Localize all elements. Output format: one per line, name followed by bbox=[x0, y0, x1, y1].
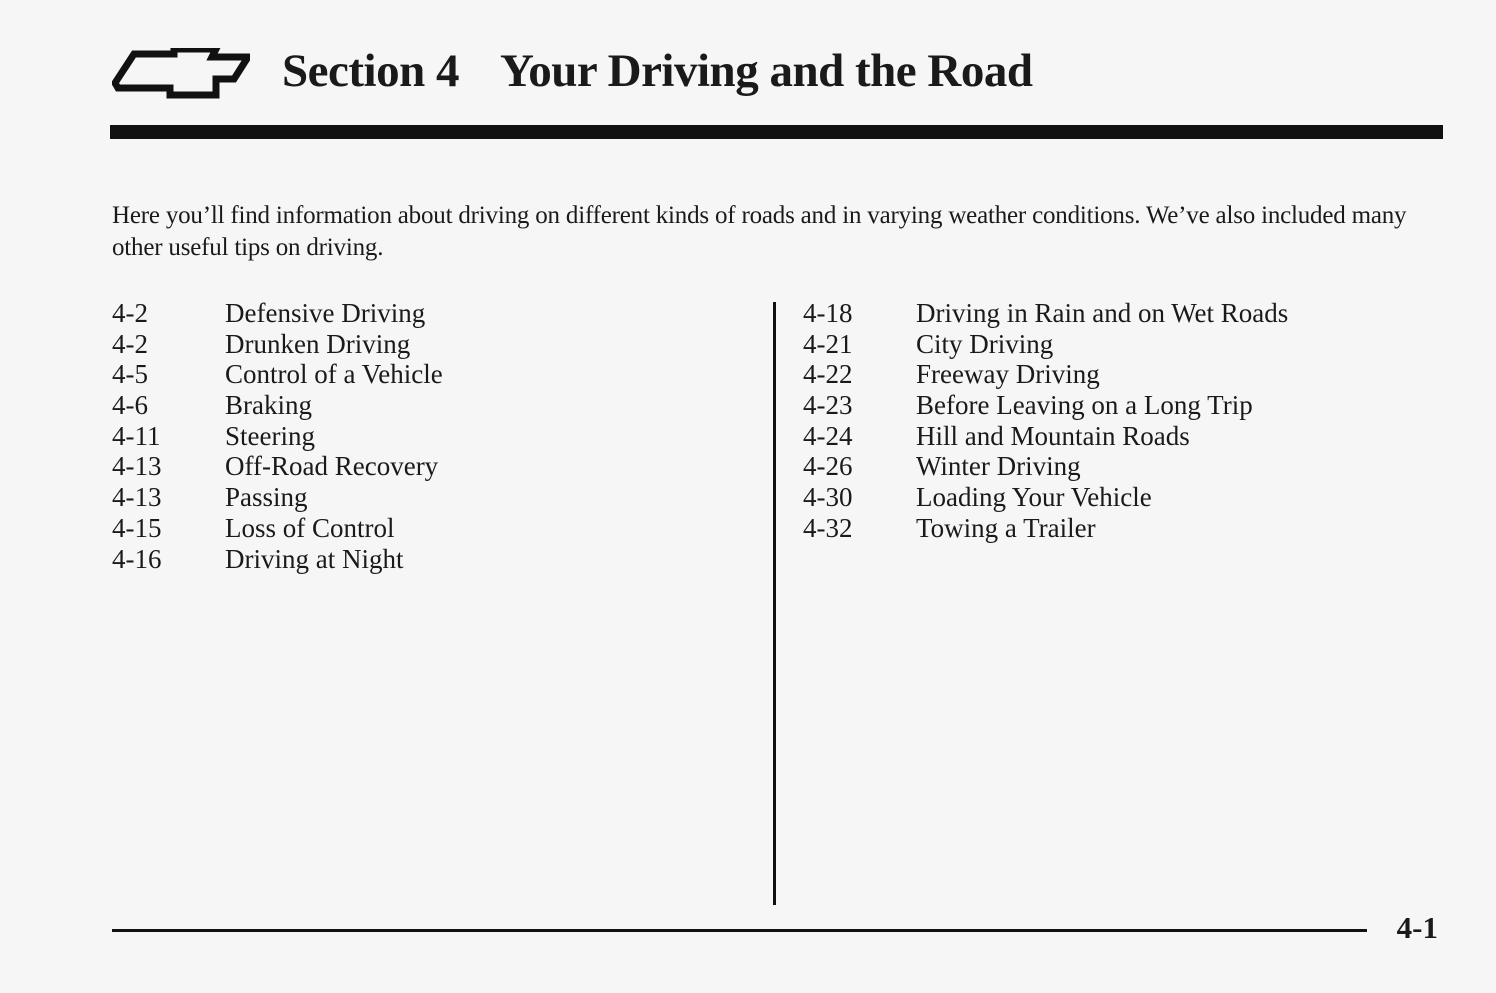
page-number: 4-1 bbox=[1396, 910, 1438, 945]
section-title-text: Your Driving and the Road bbox=[500, 45, 1033, 97]
toc-page: 4-22 bbox=[803, 359, 853, 390]
toc-label: Defensive Driving bbox=[225, 298, 426, 328]
toc-label: Hill and Mountain Roads bbox=[916, 420, 1190, 451]
toc-entry[interactable] bbox=[803, 450, 1288, 481]
toc-left-column bbox=[112, 297, 443, 573]
toc-label: Towing a Trailer bbox=[916, 512, 1096, 543]
column-divider bbox=[773, 302, 776, 905]
toc-label: Drunken Driving bbox=[225, 328, 411, 359]
toc-page: 4-2 bbox=[112, 298, 148, 328]
toc-page: 4-24 bbox=[803, 420, 853, 451]
toc-entry[interactable] bbox=[803, 512, 1288, 543]
toc-entry[interactable] bbox=[803, 481, 1288, 512]
intro-paragraph: Here you’ll find information about driving on different kinds of roads and in varying weather conditions. We’ve also included many other useful tips on driving. bbox=[112, 202, 1407, 261]
toc-page: 4-23 bbox=[803, 390, 853, 421]
toc-label: Loss of Control bbox=[225, 512, 395, 543]
toc-entry[interactable] bbox=[112, 389, 443, 420]
toc-entry[interactable] bbox=[803, 358, 1288, 389]
toc-label: Driving at Night bbox=[225, 543, 404, 574]
toc-page: 4-32 bbox=[803, 512, 853, 543]
toc-entry[interactable] bbox=[803, 297, 1288, 328]
toc-page: 4-5 bbox=[112, 359, 148, 390]
toc-label: Braking bbox=[225, 390, 312, 421]
chevrolet-bowtie-icon bbox=[112, 48, 250, 100]
toc-label: Steering bbox=[225, 420, 315, 451]
toc-label: Winter Driving bbox=[916, 451, 1081, 482]
toc-label: Off-Road Recovery bbox=[225, 451, 439, 482]
title-rule bbox=[110, 125, 1443, 139]
toc-page: 4-30 bbox=[803, 482, 853, 513]
toc-label: Freeway Driving bbox=[916, 359, 1100, 390]
toc-page: 4-13 bbox=[112, 482, 162, 513]
toc-entry[interactable] bbox=[112, 358, 443, 389]
toc-page: 4-15 bbox=[112, 512, 162, 543]
toc-page: 4-13 bbox=[112, 451, 162, 482]
footer-rule bbox=[112, 929, 1367, 932]
toc-entry[interactable] bbox=[803, 328, 1288, 359]
section-label: Section 4 bbox=[282, 45, 459, 97]
toc-page: 4-18 bbox=[803, 298, 853, 328]
toc-page: 4-2 bbox=[112, 328, 148, 359]
toc-entry[interactable] bbox=[112, 420, 443, 451]
toc-label: Loading Your Vehicle bbox=[916, 482, 1152, 513]
toc-entry[interactable] bbox=[803, 389, 1288, 420]
toc-page: 4-26 bbox=[803, 451, 853, 482]
toc-page: 4-16 bbox=[112, 543, 162, 574]
toc-label: Driving in Rain and on Wet Roads bbox=[916, 298, 1289, 328]
page-title bbox=[282, 40, 1032, 102]
toc-page: 4-21 bbox=[803, 328, 853, 359]
toc-label: Passing bbox=[225, 482, 308, 513]
toc-label: City Driving bbox=[916, 328, 1054, 359]
toc-entry[interactable] bbox=[112, 543, 443, 574]
toc-label: Before Leaving on a Long Trip bbox=[916, 390, 1253, 421]
toc-entry[interactable] bbox=[112, 512, 443, 543]
toc-entry[interactable] bbox=[803, 420, 1288, 451]
toc-right-column bbox=[803, 297, 1288, 543]
toc-label: Control of a Vehicle bbox=[225, 359, 443, 390]
toc-page: 4-6 bbox=[112, 390, 148, 421]
toc-page: 4-11 bbox=[112, 420, 161, 451]
toc-entry[interactable] bbox=[112, 450, 443, 481]
toc-entry[interactable] bbox=[112, 297, 443, 328]
toc-entry[interactable] bbox=[112, 328, 443, 359]
toc-entry[interactable] bbox=[112, 481, 443, 512]
